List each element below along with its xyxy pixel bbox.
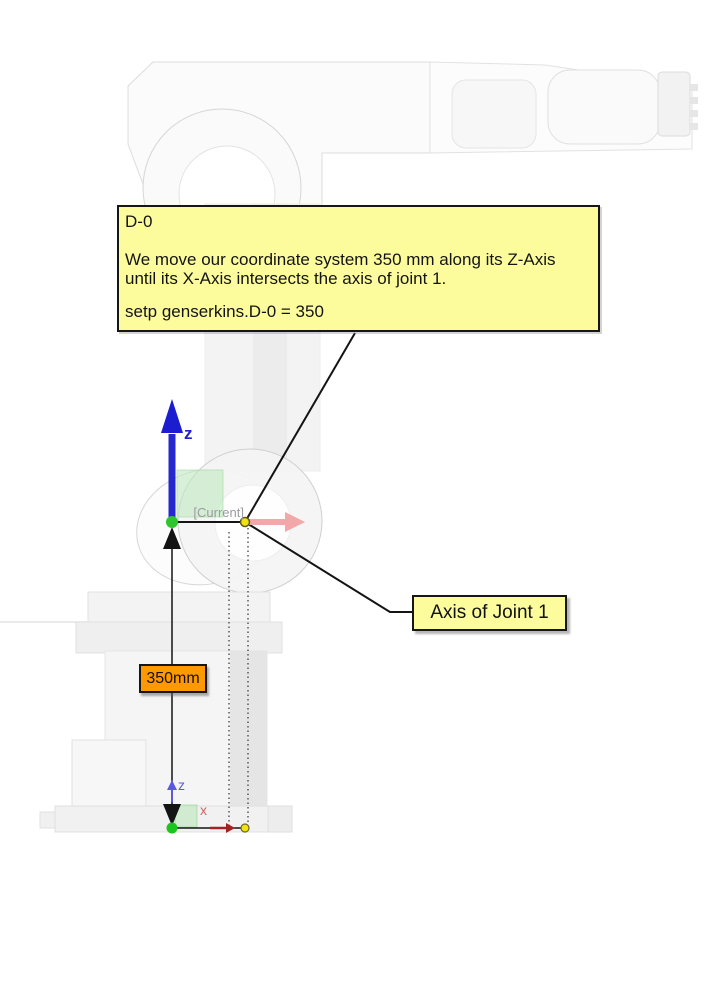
callout-title: D-0 (125, 212, 153, 231)
robot-wrist-flange (658, 72, 690, 136)
robot-wrist-fin (690, 110, 698, 117)
callout-body (125, 250, 592, 288)
robot-wrist-fin (690, 97, 698, 104)
robot-wrist-fin (690, 84, 698, 91)
upper-z-axis-label: z (184, 424, 193, 443)
lower-z-axis-label: z (178, 777, 185, 793)
lower-x-axis-label: x (200, 802, 207, 818)
callout-body-line2: until its X-Axis intersects the axis of joint 1. (125, 269, 447, 288)
robot-base-flange-top (88, 592, 270, 625)
callout-command: setp genserkins.D-0 = 350 (125, 302, 324, 321)
upper-z-axis-arrowhead (161, 399, 183, 433)
robot-wrist-fin (690, 123, 698, 130)
robot-base-flange-bottom (76, 622, 282, 653)
lower-origin-dot (167, 823, 178, 834)
lower-joint-node (241, 824, 249, 832)
robot-base-tab-right (268, 806, 292, 832)
robot-arm-panel-2 (548, 70, 660, 144)
robot-arm-panel-1 (452, 80, 536, 148)
upper-origin-dot (166, 516, 178, 528)
robot-base-sidebox (72, 740, 146, 810)
dimension-label-text: 350mm (146, 669, 200, 687)
robot-silhouette (0, 62, 698, 832)
current-frame-label: [Current] (193, 505, 244, 520)
axis-of-joint-label (412, 595, 567, 631)
robot-base-tab-left (40, 812, 55, 828)
callout-body-line1: We move our coordinate system 350 mm along its Z-Axis (125, 250, 556, 269)
axis-of-joint-label-text: Axis of Joint 1 (430, 602, 549, 623)
d0-callout-box (117, 205, 600, 332)
dimension-350mm-label (139, 664, 207, 693)
